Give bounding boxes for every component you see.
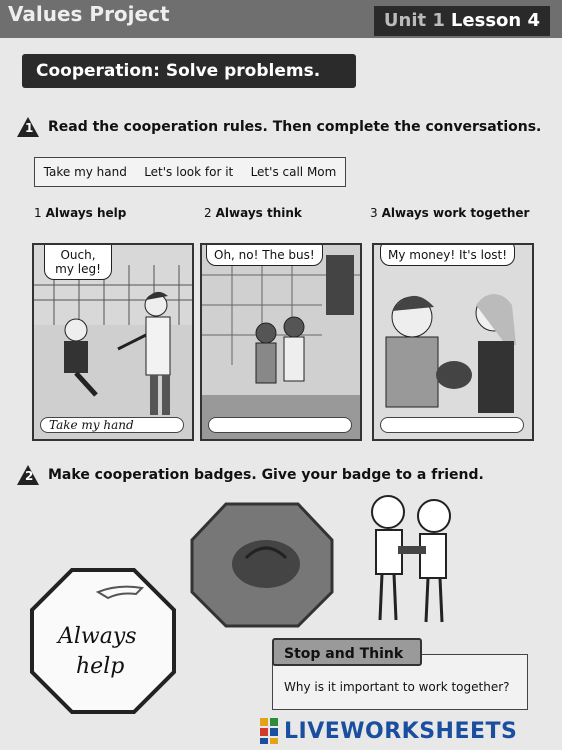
header-title: Values Project [8, 2, 170, 26]
speech-bubble: Ouch, my leg! [44, 243, 112, 280]
kids-missed-bus-illustration [202, 245, 360, 439]
stop-and-think-question: Why is it important to work together? [284, 680, 510, 694]
step-1-number: 1 [25, 121, 34, 135]
step-1-instruction [16, 116, 541, 138]
caption-number: 2 [204, 206, 212, 220]
page-header [0, 0, 562, 38]
stop-and-think-box [272, 638, 530, 710]
word-bank-item: Let's look for it [144, 165, 234, 179]
unit-lesson-label [374, 6, 550, 36]
comic-panel-3 [372, 243, 534, 441]
unit-label: Unit 1 [383, 10, 445, 31]
always-help-badge [28, 566, 178, 716]
speech-bubble: Oh, no! The bus! [206, 243, 323, 266]
comic-panel-1 [32, 243, 194, 441]
caption-1 [34, 206, 126, 220]
answer-field-2[interactable] [208, 417, 352, 433]
lost-money-illustration [374, 245, 532, 439]
badge-line-1: Always [58, 624, 137, 649]
caption-3 [370, 206, 529, 220]
answer-field-1[interactable]: Take my hand [40, 417, 184, 433]
stop-and-think-title: Stop and Think [272, 638, 422, 666]
step-1-text: Read the cooperation rules. Then complete the conversations. [48, 119, 542, 135]
answer-field-3[interactable] [380, 417, 524, 433]
word-bank [34, 157, 346, 187]
badge-line-2: help [76, 654, 125, 679]
caption-2 [204, 206, 302, 220]
comic-panel-2 [200, 243, 362, 441]
footer-brand[interactable]: LIVEWORKSHEETS [284, 718, 518, 744]
word-bank-item: Let's call Mom [250, 165, 337, 179]
word-bank-item: Take my hand [43, 165, 127, 179]
liveworksheets-logo-icon [258, 716, 280, 746]
step-2-text: Make cooperation badges. Give your badge to a friend. [48, 467, 484, 483]
footer-branding [258, 712, 562, 750]
step-2-number: 2 [25, 469, 34, 483]
step-2-instruction [16, 464, 484, 486]
section-banner: Cooperation: Solve problems. [22, 54, 356, 88]
money-badge-illustration [186, 500, 336, 630]
caption-number: 3 [370, 206, 378, 220]
caption-text: Always think [215, 206, 302, 220]
two-boys-illustration [358, 490, 468, 626]
caption-number: 1 [34, 206, 42, 220]
speech-bubble: My money! It's lost! [380, 243, 515, 266]
lesson-label: Lesson 4 [450, 10, 540, 31]
step-1-number-icon [16, 116, 40, 138]
step-2-number-icon [16, 464, 40, 486]
caption-text: Always help [45, 206, 127, 220]
caption-text: Always work together [381, 206, 530, 220]
